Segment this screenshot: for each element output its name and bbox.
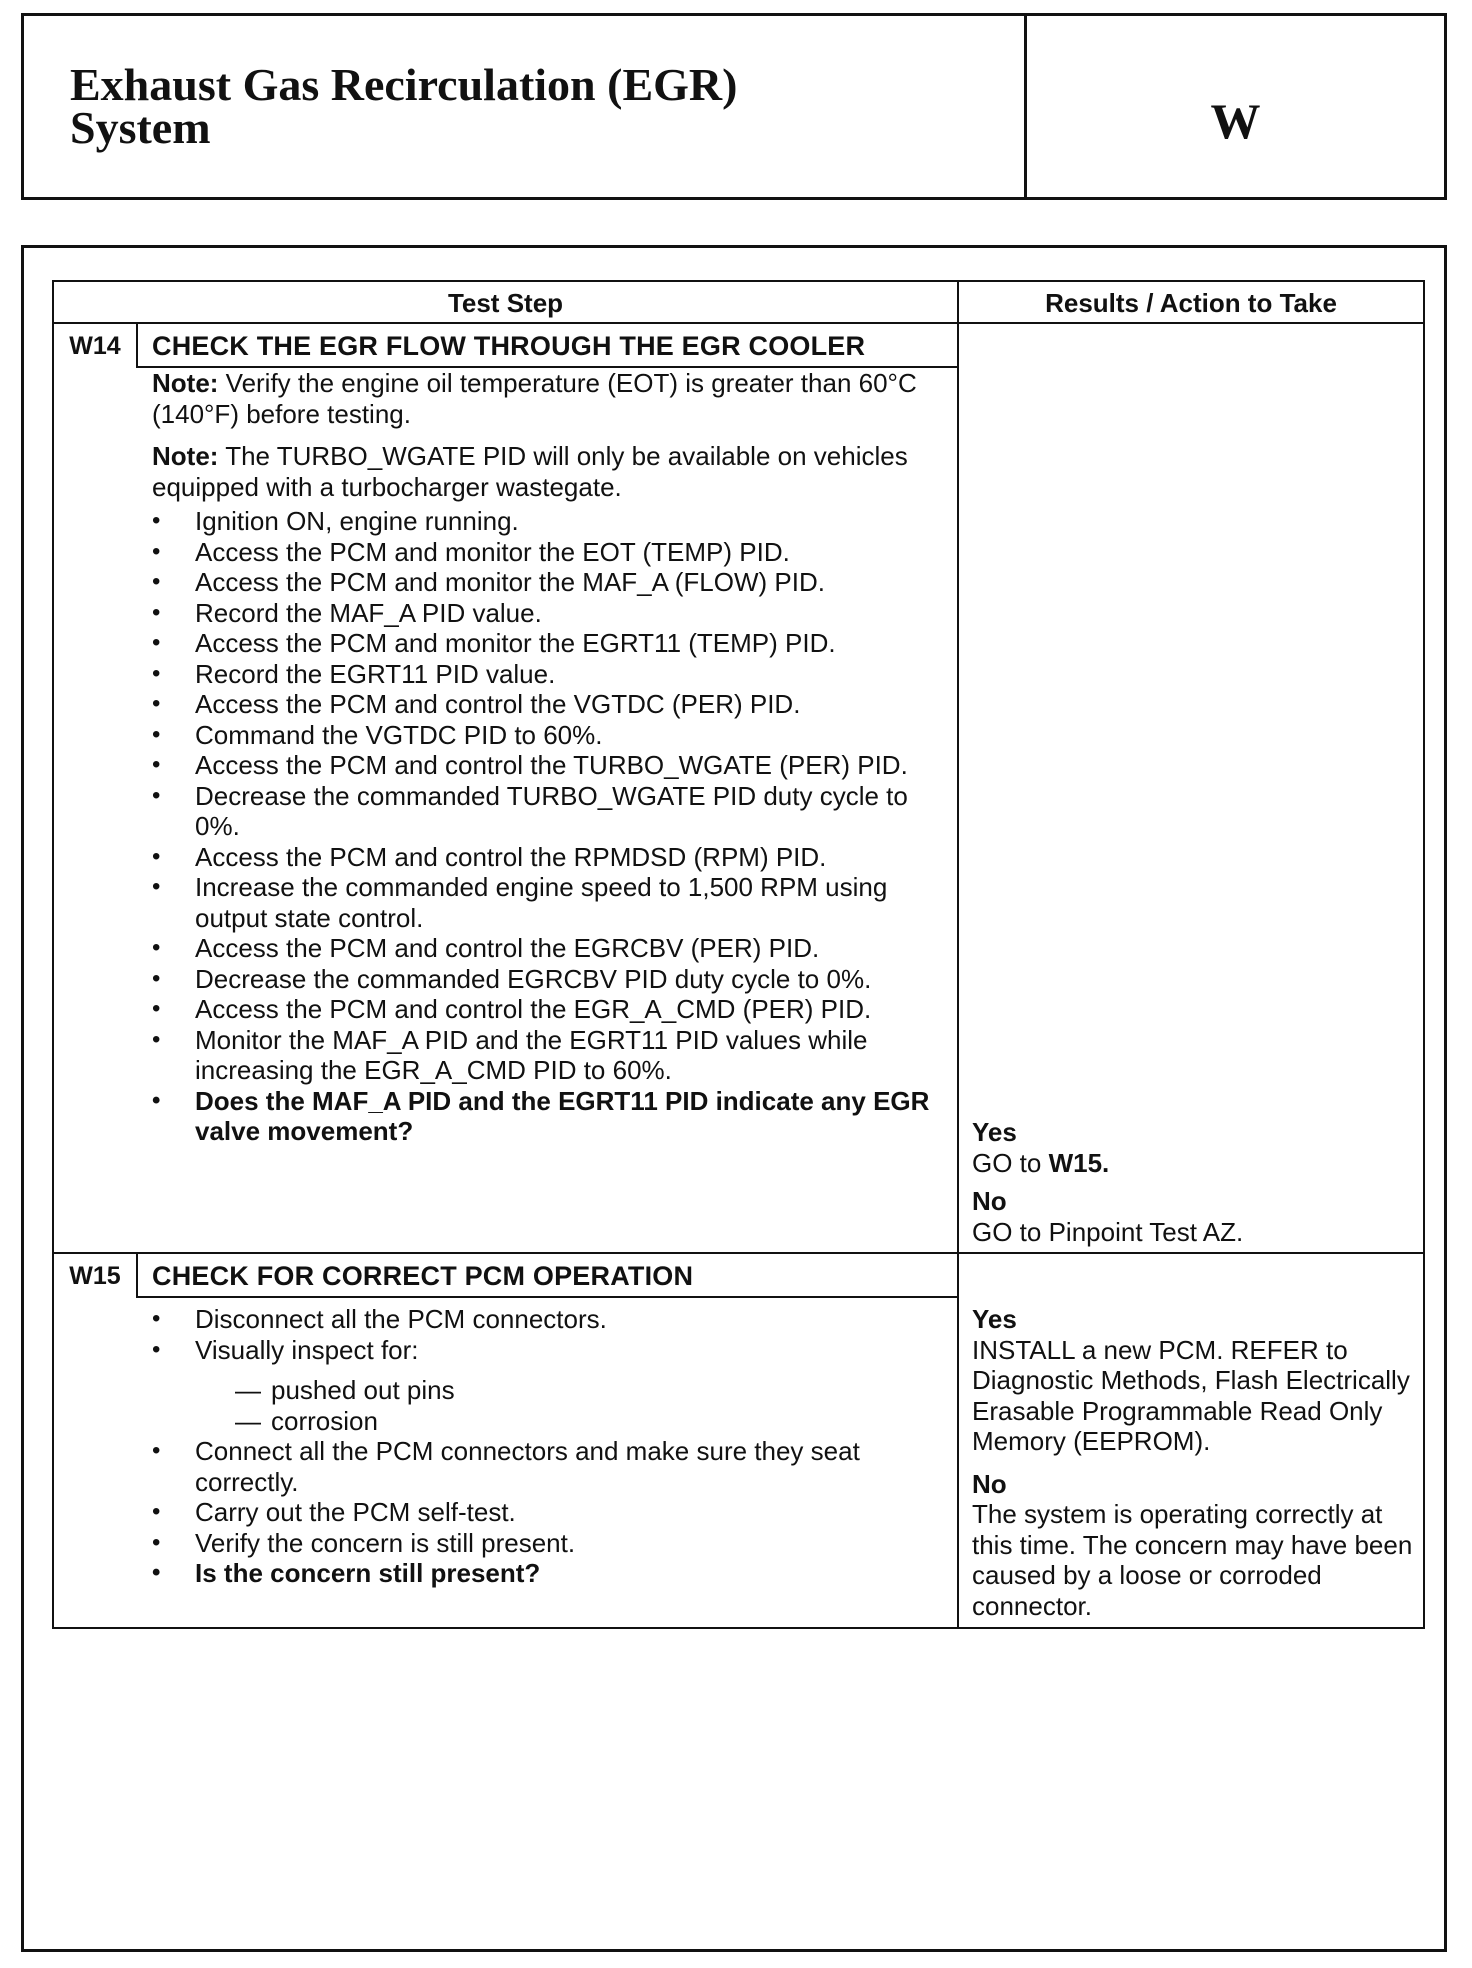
list-item: • Access the PCM and control the RPMDSD (RPM) PID. <box>152 842 952 873</box>
step-title-rule <box>136 1296 957 1298</box>
step-question: • Does the MAF_A PID and the EGRT11 PID indicate any EGR valve movement? <box>152 1086 952 1147</box>
list-item: • Monitor the MAF_A PID and the EGRT11 PID values while increasing the EGR_A_CMD PID to 60%. <box>152 1025 952 1086</box>
list-item: • Connect all the PCM connectors and make sure they seat correctly. <box>152 1436 952 1497</box>
no-action: GO to Pinpoint Test AZ. <box>972 1216 1244 1247</box>
list-item: • Increase the commanded engine speed to 1,500 RPM using output state control. <box>152 872 952 933</box>
no-label: No <box>972 1186 1007 1216</box>
yes-label: Yes <box>972 1304 1017 1334</box>
instruction-list <box>152 506 952 1147</box>
sub-list-item: — pushed out pins <box>235 1375 455 1405</box>
step-id-w15: W15 <box>69 1262 121 1290</box>
test-step-table <box>52 280 1425 1629</box>
step-id-divider <box>136 324 138 366</box>
yes-label: Yes <box>972 1117 1017 1147</box>
list-item: • Access the PCM and control the EGR_A_CMD (PER) PID. <box>152 994 952 1025</box>
step-title-w15: CHECK FOR CORRECT PCM OPERATION <box>152 1261 694 1291</box>
col-header-results: Results / Action to Take <box>1045 288 1337 318</box>
list-item: • Disconnect all the PCM connectors. <box>152 1304 952 1335</box>
list-item: • Access the PCM and monitor the MAF_A (FLOW) PID. <box>152 567 952 598</box>
list-item: • Access the PCM and control the EGRCBV (PER) PID. <box>152 933 952 964</box>
sub-list <box>195 1375 952 1436</box>
yes-action: GO to W15. <box>972 1147 1110 1178</box>
sub-list-item: — corrosion <box>235 1405 378 1436</box>
list-item: • Access the PCM and monitor the EOT (TEMP) PID. <box>152 537 952 568</box>
list-item: • Ignition ON, engine running. <box>152 506 952 537</box>
list-item: • Access the PCM and monitor the EGRT11 (TEMP) PID. <box>152 628 952 659</box>
step-title-w14: CHECK THE EGR FLOW THROUGH THE EGR COOLER <box>152 331 866 361</box>
list-item: • Record the EGRT11 PID value. <box>152 659 952 690</box>
page-title: Exhaust Gas Recirculation (EGR) System <box>70 59 738 153</box>
list-item: • Carry out the PCM self-test. <box>152 1497 952 1528</box>
list-item: • Record the MAF_A PID value. <box>152 598 952 629</box>
note: Note: Verify the engine oil temperature (EOT) is greater than 60°C (140°F) before testing. <box>152 368 917 429</box>
list-item: • Verify the concern is still present. <box>152 1528 952 1559</box>
instruction-list <box>152 1304 952 1589</box>
list-item: • Visually inspect for: — pushed out pins — corrosion <box>152 1335 952 1437</box>
no-label: No <box>972 1468 1007 1499</box>
result-w14 <box>972 1117 1422 1247</box>
yes-action: INSTALL a new PCM. REFER to Diagnostic Methods, Flash Electrically Erasable Programmable Read Only Memory (EEPROM). <box>972 1334 1410 1456</box>
list-item: • Decrease the commanded TURBO_WGATE PID duty cycle to 0%. <box>152 781 952 842</box>
step-body-w15 <box>152 1304 952 1589</box>
step-id-divider <box>136 1254 138 1296</box>
step-question: • Is the concern still present? <box>152 1558 952 1589</box>
column-divider <box>957 282 959 1627</box>
page-header <box>21 13 1447 200</box>
col-header-test-step: Test Step <box>447 288 564 318</box>
section-letter: W <box>1210 93 1261 149</box>
note: Note: The TURBO_WGATE PID will only be available on vehicles equipped with a turbocharger wastegate. <box>152 441 908 502</box>
result-w15 <box>972 1304 1422 1621</box>
list-item: • Decrease the commanded EGRCBV PID duty cycle to 0%. <box>152 964 952 995</box>
step-body-w14 <box>152 368 952 1147</box>
list-item: • Access the PCM and control the TURBO_WGATE (PER) PID. <box>152 750 952 781</box>
step-id-w14: W14 <box>69 332 121 360</box>
no-action: The system is operating correctly at this time. The concern may have been caused by a loose or corroded connector. <box>972 1499 1413 1621</box>
list-item: • Command the VGTDC PID to 60%. <box>152 720 952 751</box>
list-item: • Access the PCM and control the VGTDC (PER) PID. <box>152 689 952 720</box>
